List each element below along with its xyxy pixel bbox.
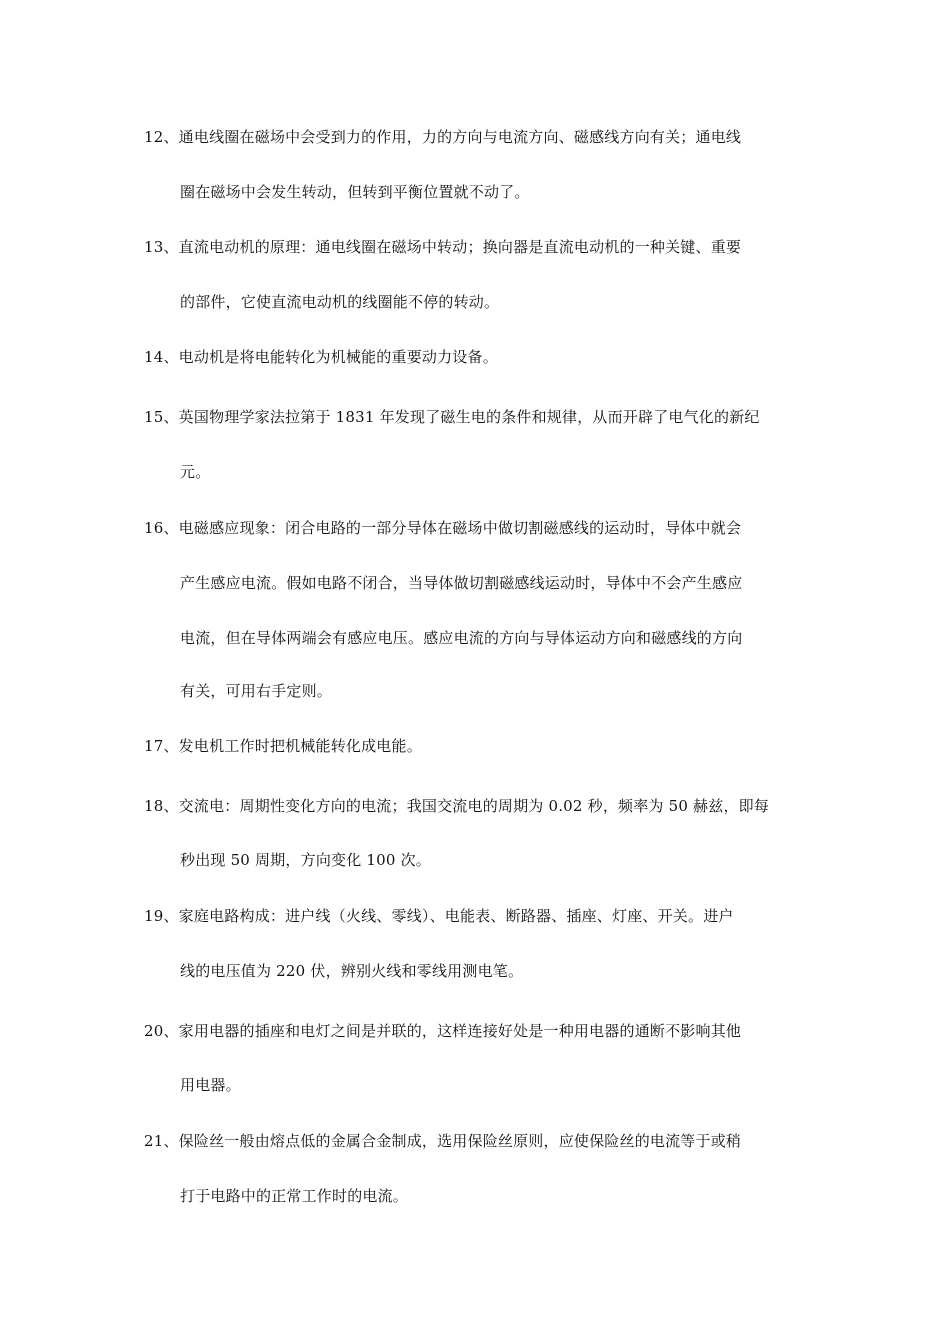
item-18-line-2: 秒出现 50 周期，方向变化 100 次。	[180, 851, 431, 869]
item-21-line-1: 21、保险丝一般由熔点低的金属合金制成，选用保险丝原则，应使保险丝的电流等于或稍	[144, 1132, 742, 1150]
item-15-line-2: 元。	[180, 463, 211, 481]
item-16-line-3: 电流，但在导体两端会有感应电压。感应电流的方向与导体运动方向和磁感线的方向	[180, 629, 743, 647]
item-15-line-1: 15、英国物理学家法拉第于 1831 年发现了磁生电的条件和规律，从而开辟了电气化的新纪	[144, 408, 760, 426]
item-18-line-1: 18、交流电：周期性变化方向的电流；我国交流电的周期为 0.02 秒，频率为 50 赫兹，即每	[144, 797, 770, 815]
item-13-line-2: 的部件，它使直流电动机的线圈能不停的转动。	[180, 293, 500, 311]
item-13-line-1: 13、直流电动机的原理：通电线圈在磁场中转动；换向器是直流电动机的一种关键、重要	[144, 238, 742, 256]
item-21-line-2: 打于电路中的正常工作时的电流。	[180, 1187, 409, 1205]
item-19-line-2: 线的电压值为 220 伏，辨别火线和零线用测电笔。	[180, 962, 524, 980]
item-12-line-1: 12、通电线圈在磁场中会受到力的作用，力的方向与电流方向、磁感线方向有关；通电线	[144, 128, 742, 146]
item-16-line-1: 16、电磁感应现象：闭合电路的一部分导体在磁场中做切割磁感线的运动时，导体中就会	[144, 519, 742, 537]
item-14-line-1: 14、电动机是将电能转化为机械能的重要动力设备。	[144, 348, 498, 366]
item-20-line-1: 20、家用电器的插座和电灯之间是并联的，这样连接好处是一种用电器的通断不影响其他	[144, 1022, 742, 1040]
item-16-line-2: 产生感应电流。假如电路不闭合，当导体做切割磁感线运动时，导体中不会产生感应	[180, 574, 743, 592]
item-17-line-1: 17、发电机工作时把机械能转化成电能。	[144, 737, 422, 755]
item-20-line-2: 用电器。	[180, 1076, 241, 1094]
item-16-line-4: 有关，可用右手定则。	[180, 682, 333, 700]
item-19-line-1: 19、家庭电路构成：进户线（火线、零线）、电能表、断路器、插座、灯座、开关。进户	[144, 907, 734, 925]
item-12-line-2: 圈在磁场中会发生转动，但转到平衡位置就不动了。	[180, 183, 530, 201]
